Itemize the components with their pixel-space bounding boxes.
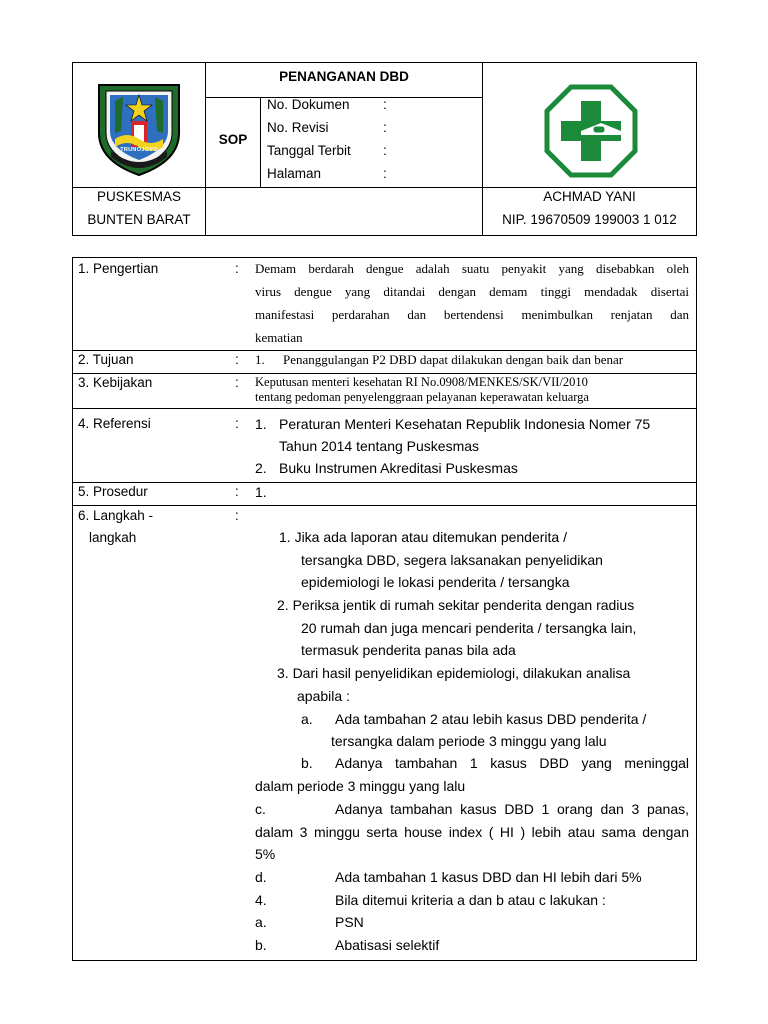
section-separator: : <box>235 416 239 431</box>
substep-line: Adanya tambahan 1 kasus DBD yang meninggal <box>335 755 689 771</box>
kebijakan-line: Keputusan menteri kesehatan RI No.0908/MENKES/SK/VII/2010 <box>255 375 588 389</box>
referensi-number: 2. <box>255 460 267 476</box>
substep-number: d. <box>255 869 267 885</box>
substep-line: 5% <box>255 846 276 862</box>
step-line: tersangka DBD, segera laksanakan penyelidikan <box>301 552 603 568</box>
referensi-item: Buku Instrumen Akreditasi Puskesmas <box>279 460 518 476</box>
pengertian-line: kematian <box>255 330 303 345</box>
section-label-prosedur: 5. Prosedur <box>78 484 148 499</box>
field-no-dokumen-label: No. Dokumen <box>267 97 350 112</box>
field-no-revisi-label: No. Revisi <box>267 120 329 135</box>
step-line: 2. Periksa jentik di rumah sekitar penderita dengan radius <box>277 597 635 613</box>
divider <box>73 187 696 188</box>
sop-content-table <box>72 257 697 961</box>
field-separator: : <box>383 143 387 158</box>
section-separator: : <box>235 375 239 390</box>
referensi-item: Tahun 2014 tentang Puskesmas <box>279 438 480 454</box>
section-label-kebijakan: 3. Kebijakan <box>78 375 153 390</box>
row-divider <box>73 482 696 483</box>
substep-number: c. <box>255 801 266 817</box>
step-line: Bila ditemui kriteria a dan b atau c lakukan : <box>335 892 606 908</box>
substep-line: Abatisasi selektif <box>335 937 440 953</box>
step-number: 4. <box>255 892 267 908</box>
substep-line: Ada tambahan 1 kasus DBD dan HI lebih dari 5% <box>335 869 642 885</box>
kebijakan-line: tentang pedoman penyelenggraan pelayanan keperawatan keluarga <box>255 390 589 404</box>
divider <box>205 63 206 235</box>
pengertian-line: virus dengue yang ditandai dengan demam tinggi mendadak disertai <box>255 284 689 299</box>
section-label-tujuan: 2. Tujuan <box>78 352 134 367</box>
substep-line: PSN <box>335 914 364 930</box>
referensi-number: 1. <box>255 416 267 432</box>
section-label-referensi: 4. Referensi <box>78 416 151 431</box>
step-line: 20 rumah dan juga mencari penderita / tersangka lain, <box>301 620 637 636</box>
row-divider <box>73 350 696 351</box>
step-line: 3. Dari hasil penyelidikan epidemiologi, dilakukan analisa <box>277 665 631 681</box>
substep-number: b. <box>301 755 313 771</box>
field-halaman-label: Halaman <box>267 166 322 181</box>
substep-number: a. <box>301 711 313 727</box>
substep-line: Ada tambahan 2 atau lebih kasus DBD penderita / <box>335 711 647 727</box>
field-tanggal-terbit-label: Tanggal Terbit <box>267 143 351 158</box>
field-separator: : <box>383 97 387 112</box>
field-separator: : <box>383 166 387 181</box>
page-title: PENANGANAN DBD <box>279 69 409 84</box>
puskesmas-cross-icon <box>543 83 639 179</box>
divider <box>260 97 261 187</box>
pengertian-line: Demam berdarah dengue adalah suatu penyakit yang disebabkan oleh <box>255 261 689 276</box>
sop-label: SOP <box>218 132 248 147</box>
signer-nip: NIP. 19670509 199003 1 012 <box>502 212 677 227</box>
substep-line: Adanya tambahan kasus DBD 1 orang dan 3 panas, <box>335 801 689 817</box>
org-name-line1: PUSKESMAS <box>96 189 182 204</box>
step-line: apabila : <box>297 688 350 704</box>
section-separator: : <box>235 484 239 499</box>
step-line: epidemiologi le lokasi penderita / tersangka <box>301 574 570 590</box>
tujuan-text: Penanggulangan P2 DBD dapat dilakukan dengan baik dan benar <box>283 352 624 367</box>
section-separator: : <box>235 352 239 367</box>
crest-text: TRUNOJOYO <box>120 147 158 153</box>
signer-name: ACHMAD YANI <box>543 189 636 204</box>
regional-crest-icon <box>93 81 185 177</box>
step-line: termasuk penderita panas bila ada <box>301 642 516 658</box>
row-divider <box>73 505 696 506</box>
document-header <box>72 62 697 236</box>
tujuan-number: 1. <box>255 352 265 367</box>
substep-line: dalam 3 minggu serta house index ( HI ) lebih atau sama dengan <box>255 824 689 840</box>
org-name-line2: BUNTEN BARAT <box>87 212 191 227</box>
divider <box>482 63 483 235</box>
section-separator: : <box>235 261 239 276</box>
section-label-pengertian: 1. Pengertian <box>78 261 159 276</box>
substep-number: a. <box>255 914 267 930</box>
row-divider <box>73 373 696 374</box>
field-separator: : <box>383 120 387 135</box>
substep-line: dalam periode 3 minggu yang lalu <box>255 778 466 794</box>
pengertian-line: manifestasi perdarahan dan bertendensi menimbulkan renjatan dan <box>255 307 689 322</box>
row-divider <box>73 408 696 409</box>
prosedur-number: 1. <box>255 484 267 500</box>
step-line: 1. Jika ada laporan atau ditemukan penderita / <box>279 529 567 545</box>
substep-number: b. <box>255 937 267 953</box>
referensi-item: Peraturan Menteri Kesehatan Republik Indonesia Nomer 75 <box>279 416 651 432</box>
section-label-langkah: 6. Langkah - <box>78 508 154 523</box>
substep-line: tersangka dalam periode 3 minggu yang lalu <box>331 733 607 749</box>
section-label-langkah: langkah <box>89 530 137 545</box>
section-separator: : <box>235 508 239 523</box>
